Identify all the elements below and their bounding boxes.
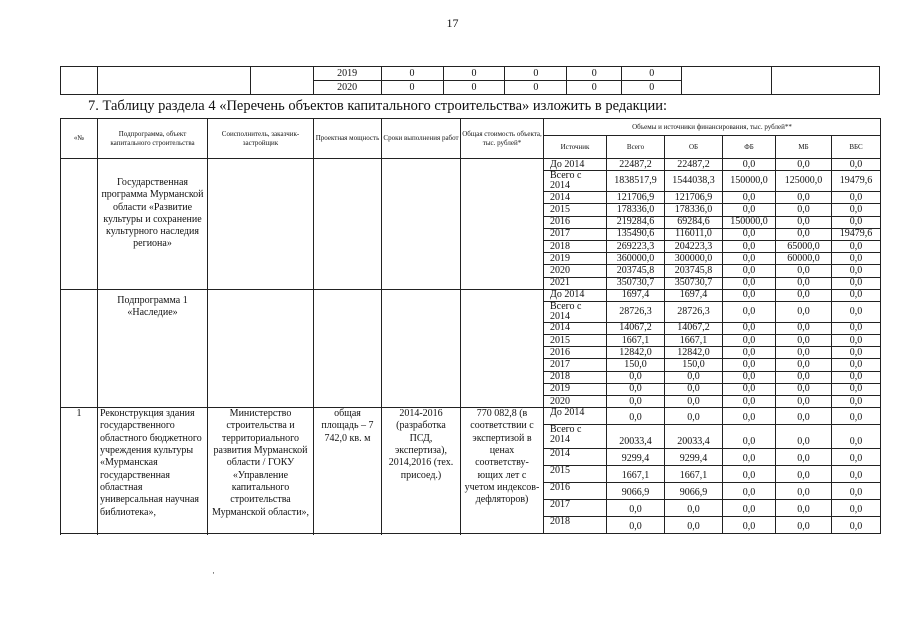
- value-cell: 28726,3: [607, 301, 665, 322]
- value-cell: 0,0: [665, 517, 723, 534]
- value-cell: 0,0: [723, 396, 776, 408]
- value-cell: 0,0: [776, 159, 832, 171]
- block-executor: Министерство строительства и территориального развития Мурманской области / ГОКУ «Управление капитального строительства Мурманской области»,: [208, 408, 314, 534]
- value-cell: 0,0: [776, 483, 832, 500]
- table-row: [61, 67, 880, 81]
- value-cell: 0,0: [832, 347, 881, 359]
- value-cell: 0,0: [832, 449, 881, 466]
- value-cell: 0: [622, 81, 682, 95]
- value-cell: 150000,0: [723, 171, 776, 192]
- capital-construction-table: [60, 118, 881, 534]
- value-cell: 9066,9: [607, 483, 665, 500]
- block-cost: [461, 289, 544, 408]
- value-cell: 150,0: [607, 359, 665, 371]
- value-cell: 0: [567, 67, 622, 81]
- section-heading: 7. Таблицу раздела 4 «Перечень объектов капитального строительства» изложить в редакции:: [88, 98, 667, 114]
- value-cell: 0,0: [776, 228, 832, 240]
- value-cell: 0,0: [776, 500, 832, 517]
- value-cell: 1838517,9: [607, 171, 665, 192]
- value-cell: 0,0: [776, 449, 832, 466]
- value-cell: 0,0: [776, 216, 832, 228]
- value-cell: 0,0: [723, 449, 776, 466]
- value-cell: 1667,1: [607, 466, 665, 483]
- value-cell: 0: [381, 81, 443, 95]
- block-program: Государственная программа Мурманской области «Развитие культуры и сохранение культурного наследия региона»: [98, 159, 208, 290]
- value-cell: 0,0: [776, 466, 832, 483]
- block-num: [61, 289, 98, 408]
- value-cell: 65000,0: [776, 240, 832, 252]
- value-cell: 0,0: [832, 265, 881, 277]
- year-cell: 2016: [544, 216, 607, 228]
- value-cell: 14067,2: [607, 322, 665, 334]
- table-row: [61, 408, 881, 425]
- empty-cell: [61, 67, 98, 95]
- value-cell: 19479,6: [832, 228, 881, 240]
- value-cell: 12842,0: [665, 347, 723, 359]
- value-cell: 350730,7: [665, 277, 723, 289]
- header-executor: Соисполнитель, заказчик-застройщик: [208, 119, 314, 159]
- value-cell: 0,0: [723, 383, 776, 395]
- value-cell: 0,0: [832, 277, 881, 289]
- value-cell: 0,0: [832, 322, 881, 334]
- value-cell: 0,0: [607, 517, 665, 534]
- header-funding: Объемы и источники финансирования, тыс. рублей**: [544, 119, 881, 136]
- value-cell: 0,0: [832, 383, 881, 395]
- year-cell: [544, 425, 607, 449]
- vsego-label: Всего с: [550, 170, 582, 182]
- value-cell: 28726,3: [665, 301, 723, 322]
- block-terms: 2014-2016 (разработка ПСД, экспертиза), 2014,2016 (тех. присоед.): [382, 408, 461, 534]
- year-cell: 2014: [544, 322, 607, 334]
- value-cell: 22487,2: [607, 159, 665, 171]
- value-cell: 0,0: [832, 240, 881, 252]
- value-cell: 0,0: [776, 301, 832, 322]
- value-cell: 0,0: [776, 277, 832, 289]
- value-cell: 204223,3: [665, 240, 723, 252]
- value-cell: 0,0: [723, 335, 776, 347]
- value-cell: 0,0: [832, 371, 881, 383]
- block-terms: [382, 159, 461, 290]
- empty-cell: [682, 67, 772, 95]
- value-cell: 0,0: [832, 425, 881, 449]
- year-cell: До 2014: [544, 408, 607, 425]
- value-cell: 0,0: [832, 466, 881, 483]
- year-cell: 2016: [544, 347, 607, 359]
- value-cell: 0,0: [723, 204, 776, 216]
- value-cell: 60000,0: [776, 253, 832, 265]
- year-cell: 2017: [544, 359, 607, 371]
- value-cell: 0,0: [607, 396, 665, 408]
- value-cell: 0,0: [776, 192, 832, 204]
- value-cell: 0,0: [832, 359, 881, 371]
- year-cell: 2019: [544, 253, 607, 265]
- value-cell: 0,0: [607, 408, 665, 425]
- value-cell: 9299,4: [665, 449, 723, 466]
- year-value: 2014: [550, 310, 570, 322]
- year-cell: 2019: [313, 67, 381, 81]
- block-capacity: [314, 159, 382, 290]
- value-cell: 0,0: [723, 517, 776, 534]
- year-value: 2014: [550, 180, 570, 192]
- header-cost: Общая стоимость объекта, тыс. рублей*: [461, 119, 544, 159]
- header-mb: МБ: [776, 136, 832, 159]
- year-cell: 2014: [544, 449, 607, 466]
- block-num: [61, 159, 98, 290]
- value-cell: 0,0: [776, 335, 832, 347]
- year-cell: [544, 171, 607, 192]
- value-cell: 0,0: [607, 383, 665, 395]
- header-ob: ОБ: [665, 136, 723, 159]
- value-cell: 1667,1: [665, 335, 723, 347]
- value-cell: 0,0: [723, 301, 776, 322]
- year-cell: 2017: [544, 500, 607, 517]
- value-cell: 0,0: [832, 253, 881, 265]
- empty-cell: [250, 67, 313, 95]
- value-cell: 0,0: [776, 289, 832, 301]
- block-program: Подпрограмма 1 «Наследие»: [98, 289, 208, 408]
- header-vbs: ВБС: [832, 136, 881, 159]
- value-cell: 9299,4: [607, 449, 665, 466]
- value-cell: 0,0: [832, 159, 881, 171]
- value-cell: 350730,7: [607, 277, 665, 289]
- value-cell: 0,0: [832, 192, 881, 204]
- year-cell: 2015: [544, 466, 607, 483]
- year-cell: До 2014: [544, 289, 607, 301]
- value-cell: 269223,3: [607, 240, 665, 252]
- vsego-label: Всего с: [550, 424, 582, 436]
- block-executor: [208, 289, 314, 408]
- year-cell: 2020: [544, 396, 607, 408]
- value-cell: 203745,8: [665, 265, 723, 277]
- value-cell: 0,0: [723, 466, 776, 483]
- value-cell: 135490,6: [607, 228, 665, 240]
- empty-cell: [97, 67, 250, 95]
- block-terms: [382, 289, 461, 408]
- value-cell: 0,0: [776, 408, 832, 425]
- block-executor: [208, 159, 314, 290]
- year-cell: 2016: [544, 483, 607, 500]
- year-cell: 2018: [544, 517, 607, 534]
- value-cell: 0,0: [832, 408, 881, 425]
- value-cell: 0,0: [607, 500, 665, 517]
- value-cell: 0,0: [776, 359, 832, 371]
- value-cell: 0,0: [723, 253, 776, 265]
- value-cell: 0,0: [832, 204, 881, 216]
- value-cell: 203745,8: [607, 265, 665, 277]
- value-cell: 0,0: [832, 335, 881, 347]
- value-cell: 0,0: [832, 500, 881, 517]
- empty-cell: [772, 67, 880, 95]
- value-cell: 0,0: [832, 301, 881, 322]
- value-cell: 150000,0: [723, 216, 776, 228]
- value-cell: 0: [443, 81, 505, 95]
- continued-table: [60, 66, 880, 95]
- year-cell: 2017: [544, 228, 607, 240]
- value-cell: 69284,6: [665, 216, 723, 228]
- table-row: [61, 289, 881, 301]
- block-cost: [461, 159, 544, 290]
- year-cell: До 2014: [544, 159, 607, 171]
- value-cell: 0,0: [832, 216, 881, 228]
- header-program: Подпрограмма, объект капитального строительства: [98, 119, 208, 159]
- header-source: Источник: [544, 136, 607, 159]
- year-cell: [544, 301, 607, 322]
- value-cell: 0,0: [665, 383, 723, 395]
- value-cell: 178336,0: [607, 204, 665, 216]
- value-cell: 0,0: [776, 347, 832, 359]
- value-cell: 1697,4: [607, 289, 665, 301]
- value-cell: 0,0: [723, 192, 776, 204]
- value-cell: 1667,1: [607, 335, 665, 347]
- value-cell: 0,0: [723, 265, 776, 277]
- value-cell: 0,0: [776, 204, 832, 216]
- value-cell: 0,0: [665, 500, 723, 517]
- value-cell: 19479,6: [832, 171, 881, 192]
- block-capacity: [314, 289, 382, 408]
- year-cell: 2018: [544, 371, 607, 383]
- value-cell: 0: [505, 81, 567, 95]
- scan-mark: ·: [212, 568, 215, 578]
- value-cell: 0,0: [832, 483, 881, 500]
- value-cell: 0,0: [776, 265, 832, 277]
- value-cell: 116011,0: [665, 228, 723, 240]
- block-capacity: общая площадь – 7 742,0 кв. м: [314, 408, 382, 534]
- year-cell: 2019: [544, 383, 607, 395]
- value-cell: 0,0: [723, 483, 776, 500]
- header-num: «№: [61, 119, 98, 159]
- value-cell: 0,0: [776, 383, 832, 395]
- value-cell: 178336,0: [665, 204, 723, 216]
- year-value: 2014: [550, 434, 570, 446]
- value-cell: 300000,0: [665, 253, 723, 265]
- header-total: Всего: [607, 136, 665, 159]
- year-cell: 2015: [544, 204, 607, 216]
- value-cell: 0,0: [607, 371, 665, 383]
- value-cell: 0,0: [665, 371, 723, 383]
- value-cell: 0,0: [723, 240, 776, 252]
- value-cell: 0,0: [832, 289, 881, 301]
- value-cell: 0,0: [832, 396, 881, 408]
- value-cell: 0,0: [776, 371, 832, 383]
- year-cell: 2014: [544, 192, 607, 204]
- value-cell: 121706,9: [665, 192, 723, 204]
- value-cell: 125000,0: [776, 171, 832, 192]
- value-cell: 0,0: [665, 408, 723, 425]
- year-cell: 2020: [313, 81, 381, 95]
- value-cell: 0,0: [723, 408, 776, 425]
- year-cell: 2020: [544, 265, 607, 277]
- value-cell: 0,0: [723, 500, 776, 517]
- value-cell: 0,0: [723, 228, 776, 240]
- value-cell: 0,0: [776, 425, 832, 449]
- value-cell: 12842,0: [607, 347, 665, 359]
- page-number: 17: [446, 16, 459, 30]
- value-cell: 20033,4: [665, 425, 723, 449]
- header-capacity: Проектная мощность: [314, 119, 382, 159]
- block-program: Реконструкция здания государственного областного бюджетного учреждения культуры «Мурманская государственная областная универсальная научная библиотека»,: [98, 408, 208, 534]
- value-cell: 0,0: [832, 517, 881, 534]
- value-cell: 0,0: [723, 289, 776, 301]
- value-cell: 121706,9: [607, 192, 665, 204]
- year-cell: 2021: [544, 277, 607, 289]
- block-num: 1: [61, 408, 98, 534]
- vsego-label: Всего с: [550, 300, 582, 312]
- value-cell: 0: [622, 67, 682, 81]
- value-cell: 150,0: [665, 359, 723, 371]
- value-cell: 0,0: [723, 359, 776, 371]
- value-cell: 22487,2: [665, 159, 723, 171]
- value-cell: 0,0: [776, 517, 832, 534]
- value-cell: 0,0: [723, 277, 776, 289]
- value-cell: 20033,4: [607, 425, 665, 449]
- block-cost: 770 082,8 (в соответствии с экспертизой в ценах соответству-ющих лет с учетом индексов-дефляторов): [461, 408, 544, 534]
- value-cell: 0,0: [723, 425, 776, 449]
- value-cell: 219284,6: [607, 216, 665, 228]
- year-cell: 2015: [544, 335, 607, 347]
- value-cell: 0: [567, 81, 622, 95]
- value-cell: 14067,2: [665, 322, 723, 334]
- value-cell: 0: [505, 67, 567, 81]
- value-cell: 0,0: [723, 371, 776, 383]
- value-cell: 0,0: [776, 396, 832, 408]
- header-terms: Сроки выполнения работ: [382, 119, 461, 159]
- value-cell: 0,0: [723, 347, 776, 359]
- value-cell: 1697,4: [665, 289, 723, 301]
- value-cell: 0,0: [665, 396, 723, 408]
- value-cell: 9066,9: [665, 483, 723, 500]
- value-cell: 0: [443, 67, 505, 81]
- value-cell: 0,0: [723, 322, 776, 334]
- value-cell: 1667,1: [665, 466, 723, 483]
- value-cell: 0,0: [723, 159, 776, 171]
- value-cell: 1544038,3: [665, 171, 723, 192]
- value-cell: 0: [381, 67, 443, 81]
- year-cell: 2018: [544, 240, 607, 252]
- value-cell: 360000,0: [607, 253, 665, 265]
- table-row: [61, 159, 881, 171]
- header-fb: ФБ: [723, 136, 776, 159]
- value-cell: 0,0: [776, 322, 832, 334]
